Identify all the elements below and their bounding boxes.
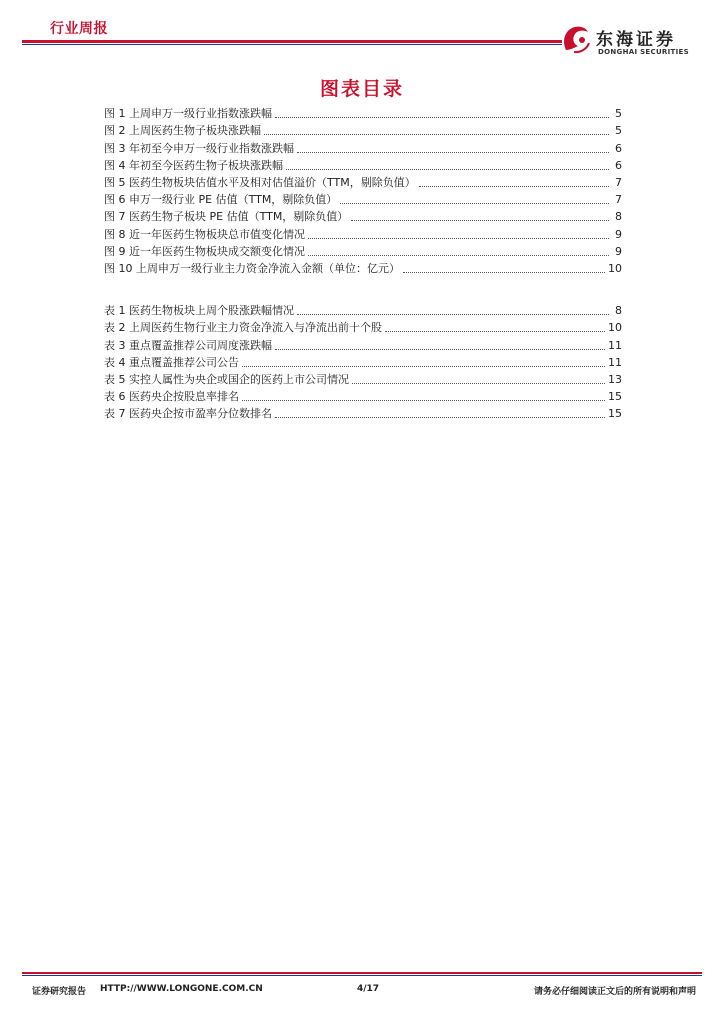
footer-divider-blue <box>22 975 702 976</box>
table-list <box>104 300 622 420</box>
table-entry[interactable] <box>104 403 622 420</box>
figure-entry-label: 图 4 年初至今医药生物子板块涨跌幅 <box>104 158 283 172</box>
table-entry[interactable] <box>104 386 622 403</box>
dot-leader <box>264 126 609 135</box>
figure-entry[interactable] <box>104 155 622 172</box>
logo-chinese-name: 东海证券 <box>596 30 676 50</box>
figure-entry-page: 5 <box>615 124 622 138</box>
figure-entry[interactable] <box>104 241 622 258</box>
figure-entry-label: 图 7 医药生物子板块 PE 估值（TTM，剔除负值） <box>104 210 349 224</box>
dot-leader <box>308 247 609 256</box>
dot-leader <box>403 264 605 273</box>
table-entry-page: 11 <box>608 338 622 352</box>
company-logo <box>560 20 710 60</box>
figure-entry[interactable] <box>104 137 622 154</box>
table-entry[interactable] <box>104 334 622 351</box>
dot-leader <box>297 144 609 153</box>
figure-list <box>104 103 622 275</box>
footer-divider <box>22 972 702 974</box>
figure-entry-page: 7 <box>615 175 622 189</box>
figure-entry-page: 9 <box>615 244 622 258</box>
table-entry-label: 表 6 医药央企按股息率排名 <box>104 390 239 404</box>
dot-leader <box>352 375 605 384</box>
figure-entry-label: 图 2 上周医药生物子板块涨跌幅 <box>104 124 261 138</box>
table-entry[interactable] <box>104 352 622 369</box>
table-entry-label: 表 5 实控人属性为央企或国企的医药上市公司情况 <box>104 372 349 386</box>
dot-leader <box>297 306 609 315</box>
table-entry-page: 10 <box>608 321 622 335</box>
dot-leader <box>340 195 609 204</box>
table-entry-label: 表 3 重点覆盖推荐公司周度涨跌幅 <box>104 338 272 352</box>
table-entry[interactable] <box>104 300 622 317</box>
figure-entry-page: 8 <box>615 210 622 224</box>
dot-leader <box>385 323 605 332</box>
figure-entry[interactable] <box>104 172 622 189</box>
figure-entry-label: 图 9 近一年医药生物板块成交额变化情况 <box>104 244 305 258</box>
figure-entry-page: 10 <box>608 261 622 275</box>
table-entry-page: 15 <box>608 390 622 404</box>
dragon-logo-icon <box>560 22 592 56</box>
figure-entry-label: 图 3 年初至今申万一级行业指数涨跌幅 <box>104 141 294 155</box>
figure-entry-page: 6 <box>615 158 622 172</box>
logo-english-name: DONGHAI SECURITIES <box>598 48 689 56</box>
figure-entry-label: 图 6 申万一级行业 PE 估值（TTM，剔除负值） <box>104 193 338 207</box>
figure-entry[interactable] <box>104 120 622 137</box>
footer-website-link[interactable]: HTTP://WWW.LONGONE.COM.CN <box>100 984 263 994</box>
dot-leader <box>419 178 609 187</box>
figure-entry[interactable] <box>104 206 622 223</box>
table-entry-label: 表 1 医药生物板块上周个股涨跌幅情况 <box>104 304 294 318</box>
table-entry-page: 13 <box>608 372 622 386</box>
table-entry-page: 15 <box>608 407 622 421</box>
dot-leader <box>286 161 609 170</box>
header-divider-blue <box>22 44 562 45</box>
table-entry-page: 8 <box>615 304 622 318</box>
table-entry-label: 表 7 医药央企按市盈率分位数排名 <box>104 407 272 421</box>
dot-leader <box>351 212 609 221</box>
report-type-tag: 行业周报 <box>50 21 108 37</box>
page-title: 图表目录 <box>319 78 404 100</box>
figure-entry[interactable] <box>104 258 622 275</box>
footer-page-number: 4/17 <box>357 984 380 994</box>
dot-leader <box>308 230 609 239</box>
table-entry-page: 11 <box>608 355 622 369</box>
table-entry[interactable] <box>104 369 622 386</box>
figure-entry-page: 9 <box>615 227 622 241</box>
figure-entry-label: 图 10 上周申万一级行业主力资金净流入金额（单位：亿元） <box>104 261 400 275</box>
figure-entry[interactable] <box>104 223 622 240</box>
dot-leader <box>242 358 605 367</box>
figure-entry-label: 图 1 上周申万一级行业指数涨跌幅 <box>104 107 272 121</box>
table-entry-label: 表 4 重点覆盖推荐公司公告 <box>104 355 239 369</box>
table-entry-label: 表 2 上周医药生物行业主力资金净流入与净流出前十个股 <box>104 321 382 335</box>
footer-disclaimer: 请务必仔细阅读正文后的所有说明和声明 <box>533 987 696 997</box>
figure-entry[interactable] <box>104 189 622 206</box>
dot-leader <box>242 392 605 401</box>
figure-entry-page: 5 <box>615 107 622 121</box>
dot-leader <box>275 109 609 118</box>
figure-entry[interactable] <box>104 103 622 120</box>
figure-entry-label: 图 8 近一年医药生物板块总市值变化情况 <box>104 227 305 241</box>
footer-report-type: 证券研究报告 <box>32 987 87 997</box>
header-divider <box>22 40 562 43</box>
dot-leader <box>275 409 605 418</box>
figure-entry-label: 图 5 医药生物板块估值水平及相对估值溢价（TTM，剔除负值） <box>104 175 416 189</box>
figure-entry-page: 7 <box>615 193 622 207</box>
dot-leader <box>275 341 605 350</box>
table-entry[interactable] <box>104 317 622 334</box>
figure-entry-page: 6 <box>615 141 622 155</box>
